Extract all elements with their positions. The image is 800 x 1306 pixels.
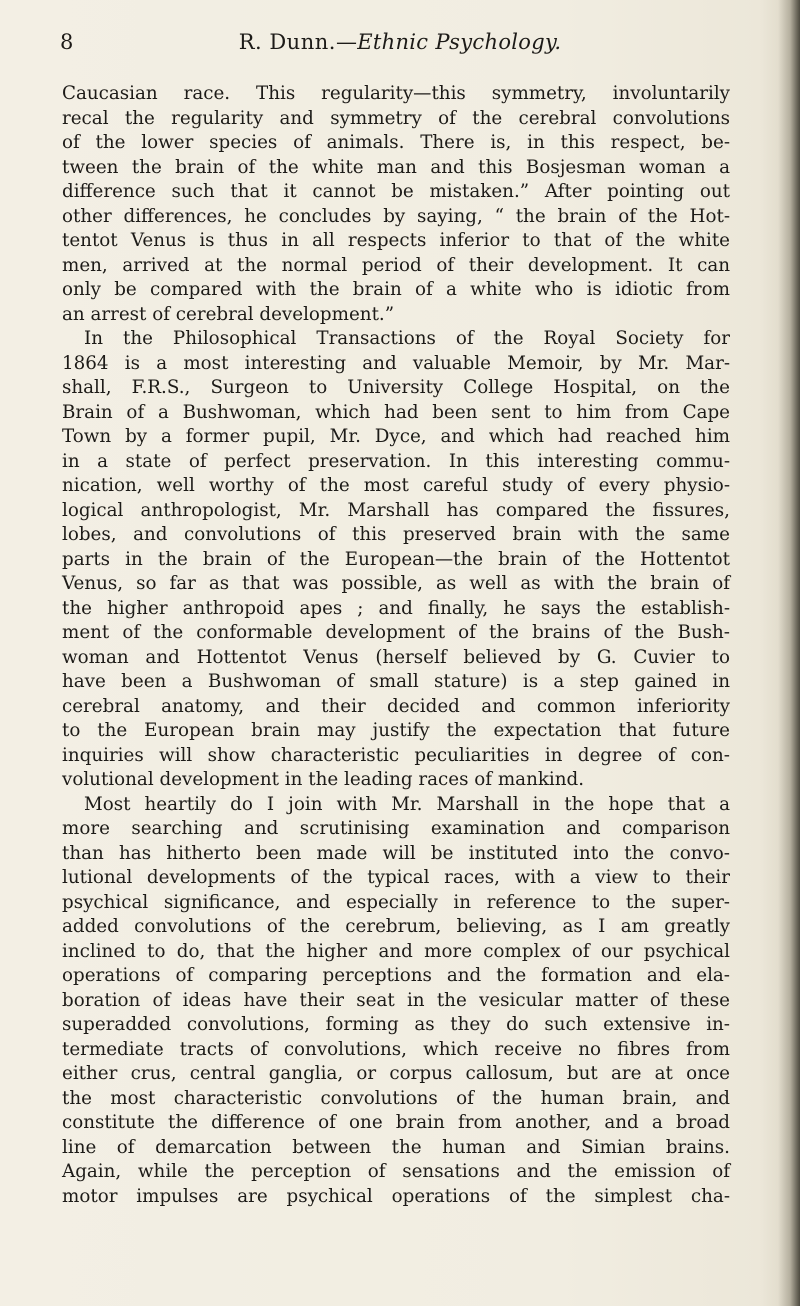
text-line: lutional developments of the typical races, with a view to their [62, 867, 730, 888]
text-line: termediate tracts of convolutions, which receive no fibres from [62, 1038, 730, 1060]
text-line: in a state of perfect preservation. In this interesting commu- [62, 450, 730, 472]
text-line: only be compared with the brain of a white who is idiotic from [62, 279, 730, 300]
text-line: In the Philosophical Transactions of the Royal Society for [84, 328, 730, 349]
text-line: recal the regularity and symmetry of the cerebral convolutions [62, 107, 730, 129]
text-line: more searching and scrutinising examination and comparison [62, 818, 730, 839]
text-line: inclined to do, that the higher and more complex of our psychical [62, 940, 730, 962]
text-line: tentot Venus is thus in all respects inferior to that of the white [62, 230, 730, 251]
text-line: volutional development in the leading races of mankind. [62, 769, 585, 790]
text-line: either crus, central ganglia, or corpus callosum, but are at once [62, 1063, 730, 1084]
running-head-title: Ethnic Psychology. [357, 30, 562, 54]
text-line: Brain of a Bushwoman, which had been sent to him from Cape [62, 401, 730, 423]
text-line: the higher anthropoid apes ; and finally, he says the establish- [62, 597, 730, 619]
text-line: Caucasian race. This regularity—this symmetry, involuntarily [62, 83, 730, 104]
page-header [60, 30, 740, 60]
text-line: logical anthropologist, Mr. Marshall has compared the fissures, [62, 499, 730, 521]
text-line: the most characteristic convolutions of the human brain, and [62, 1087, 730, 1109]
text-line: woman and Hottentot Venus (herself believed by G. Cuvier to [62, 646, 730, 668]
running-head [60, 30, 740, 54]
text-line: shall, F.R.S., Surgeon to University College Hospital, on the [62, 377, 730, 398]
text-line: operations of comparing perceptions and the formation and ela- [62, 965, 730, 986]
running-head-author: R. Dunn. [238, 30, 336, 54]
text-line: ment of the conformable development of the brains of the Bush- [62, 622, 730, 643]
running-head-separator: — [335, 30, 358, 54]
text-line: line of demarcation between the human and Simian brains. [62, 1136, 730, 1158]
text-line: 1864 is a most interesting and valuable Memoir, by Mr. Mar- [62, 352, 730, 374]
text-line: than has hitherto been made will be instituted into the convo- [62, 842, 730, 864]
text-line: psychical significance, and especially in reference to the super- [62, 891, 730, 913]
text-line: cerebral anatomy, and their decided and common inferiority [62, 695, 730, 717]
text-line: boration of ideas have their seat in the vesicular matter of these [62, 989, 730, 1011]
text-line: parts in the brain of the European—the brain of the Hottentot [62, 548, 730, 570]
text-line: nication, well worthy of the most careful study of every physio- [62, 475, 730, 496]
text-line: of the lower species of animals. There is, in this respect, be- [62, 132, 730, 153]
page-number: 8 [60, 30, 74, 54]
text-line: an arrest of cerebral development.” [62, 303, 395, 325]
text-line: Town by a former pupil, Mr. Dyce, and which had reached him [62, 426, 730, 447]
text-line: lobes, and convolutions of this preserved brain with the same [62, 524, 730, 545]
text-line: Venus, so far as that was possible, as well as with the brain of [62, 573, 730, 594]
text-line: men, arrived at the normal period of their development. It can [62, 254, 730, 276]
body-text [62, 82, 730, 1209]
text-line: have been a Bushwoman of small stature) is a step gained in [62, 671, 730, 692]
text-line: superadded convolutions, forming as they do such extensive in- [62, 1014, 730, 1035]
text-line: to the European brain may justify the expectation that future [62, 720, 730, 741]
text-line: motor impulses are psychical operations of the simplest cha- [62, 1185, 730, 1207]
text-line: difference such that it cannot be mistaken.” After pointing out [62, 181, 730, 202]
text-line: other differences, he concludes by saying, “ the brain of the Hot- [62, 205, 730, 227]
text-line: Most heartily do I join with Mr. Marshall in the hope that a [84, 793, 730, 815]
text-line: inquiries will show characteristic peculiarities in degree of con- [62, 744, 730, 766]
text-line: constitute the difference of one brain from another, and a broad [62, 1112, 730, 1133]
text-line: tween the brain of the white man and this Bosjesman woman a [62, 156, 730, 178]
page-edge-shadow [778, 0, 800, 1306]
text-line: Again, while the perception of sensations and the emission of [62, 1161, 730, 1182]
text-line: added convolutions of the cerebrum, believing, as I am greatly [62, 916, 730, 937]
